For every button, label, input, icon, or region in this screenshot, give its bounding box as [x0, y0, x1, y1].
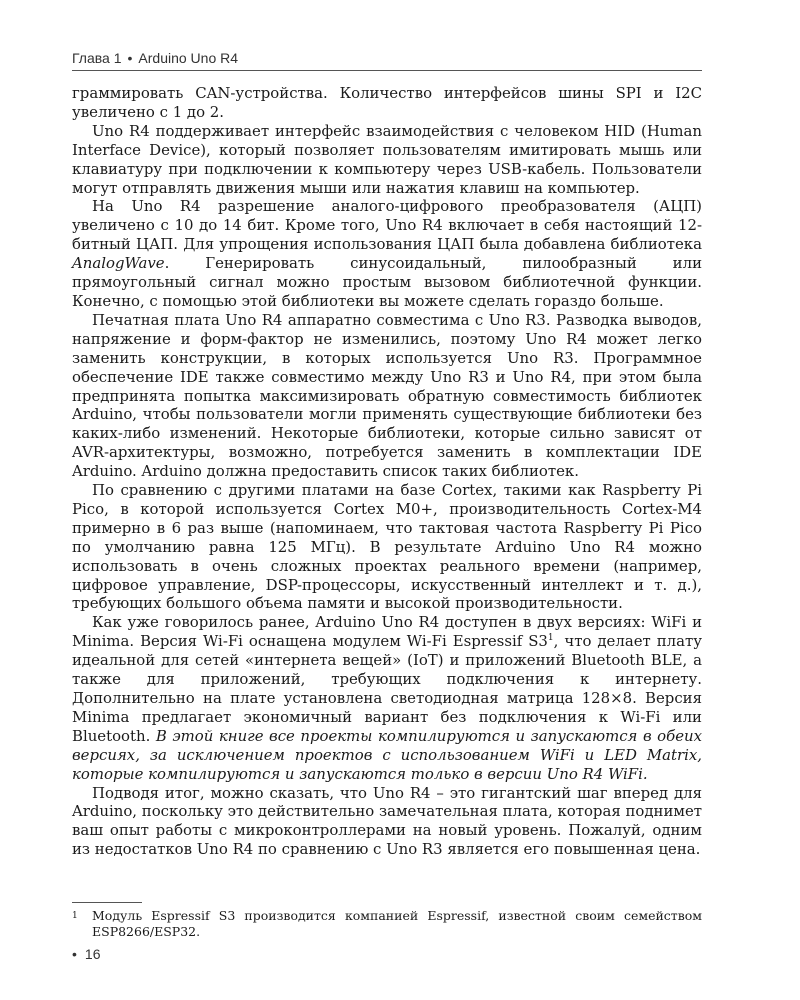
page-bullet: • — [72, 946, 77, 962]
paragraph-2: Uno R4 поддерживает интерфейс взаимодействия с человеком HID (Human Interface Device), который позволяет пользователям имитировать мышь или клавиатуру при подключении к компьютеру через USB-кабель. Пользователи могут отправлять движения мыши или нажатия клавиш на компьютер. — [72, 121, 702, 197]
library-name: AnalogWave — [72, 254, 165, 273]
header-separator: • — [127, 50, 133, 66]
paragraph-4: Печатная плата Uno R4 аппаратно совместима с Uno R3. Разводка выводов, напряжение и форм-фактор не изменились, поэтому Uno R4 может легко заменить конструкции, в которых используется Uno R3. Программное обеспечение IDE также совместимо между Uno R3 и Uno R4, при этом была предпринята попытка максимизировать обратную совместимость библиотек Arduino, чтобы пользователи могли применять существующие библиотеки без каких-либо изменений. Некоторые библиотеки, которые сильно зависят от AVR-архитектуры, возможно, потребуется заменить в комплектации IDE Arduino. Arduino должна предоставить список таких библиотек. — [72, 310, 702, 481]
chapter-label: Глава 1 — [72, 50, 122, 66]
paragraph-7: Подводя итог, можно сказать, что Uno R4 – это гигантский шаг вперед для Arduino, поскольку это действительно замечательная плата, которая поднимет ваш опыт работы с микроконтроллерами на новый уровень. Пожалуй, одним из недостатков Uno R4 по сравнению с Uno R3 является его повышенная цена. — [72, 783, 703, 859]
chapter-title: Arduino Uno R4 — [138, 50, 239, 66]
footnote-text: Модуль Espressif S3 производится компанией Espressif, известной своим семейством ESP8266/ESP32. — [92, 908, 702, 939]
page-number: 16 — [84, 946, 101, 962]
body-text — [72, 84, 702, 859]
footnote-ref[interactable]: 1 — [547, 633, 554, 644]
paragraph-3-text-before: На Uno R4 разрешение аналого-цифрового преобразователя (АЦП) увеличено с 10 до 14 бит. Кроме того, Uno R4 включает в себя настоящий 12-битный ЦАП. Для упрощения использования ЦАП была добавлена библиотека — [72, 197, 702, 254]
paragraph-5: По сравнению с другими платами на базе Cortex, такими как Raspberry Pi Pico, в которой используется Cortex M0+, производительность Cortex-M4 примерно в 6 раз выше (напоминаем, что тактовая частота Raspberry Pi Pico по умолчанию равна 125 МГц). В результате Arduino Uno R4 можно использовать в очень сложных проектах реального времени (например, цифровое управление, DSP-процессоры, искусственный интеллект и т. д.), требующих большого объема памяти и высокой производительности. — [72, 481, 702, 613]
paragraph-6-text-before: Как уже говорилось ранее, Arduino Uno R4 доступен в двух версиях: WiFi и Minima. Версия Wi-Fi оснащена модулем Wi-Fi Espressif S3 — [72, 613, 702, 651]
paragraph-3 — [72, 197, 702, 310]
header-rule — [72, 70, 702, 71]
paragraph-6 — [72, 613, 702, 783]
footnote-number: 1 — [72, 911, 78, 921]
paragraph-1: граммировать CAN-устройства. Количество интерфейсов шины SPI и I2C увеличено с 1 до 2. — [72, 84, 702, 121]
paragraph-6-text-after: , что делает плату идеальной для сетей «интернета вещей» (IoT) и приложений Bluetooth BLE, а также для приложений, требующих подключения к интернету. Дополнительно на плате установлена светодиодная матрица 128×8. Версия Minima предлагает экономичный вариант без подключения к Wi-Fi или Bluetooth. — [72, 632, 703, 745]
page-footer — [72, 946, 100, 962]
paragraph-6-italic: В этой книге все проекты компилируются и запускаются в обеих версиях, за исключением проектов с использованием WiFi и LED Matrix, которые компилируются и запускаются только в версии Uno R4 WiFi. — [72, 726, 702, 783]
paragraph-3-text-after: . Генерировать синусоидальный, пилообразный или прямоугольный сигнал можно простым вызовом библиотечной функции. Конечно, с помощью этой библиотеки вы можете сделать гораздо больше. — [72, 254, 702, 310]
running-header — [72, 50, 702, 66]
footnote — [72, 908, 702, 940]
footnote-rule — [72, 902, 142, 903]
